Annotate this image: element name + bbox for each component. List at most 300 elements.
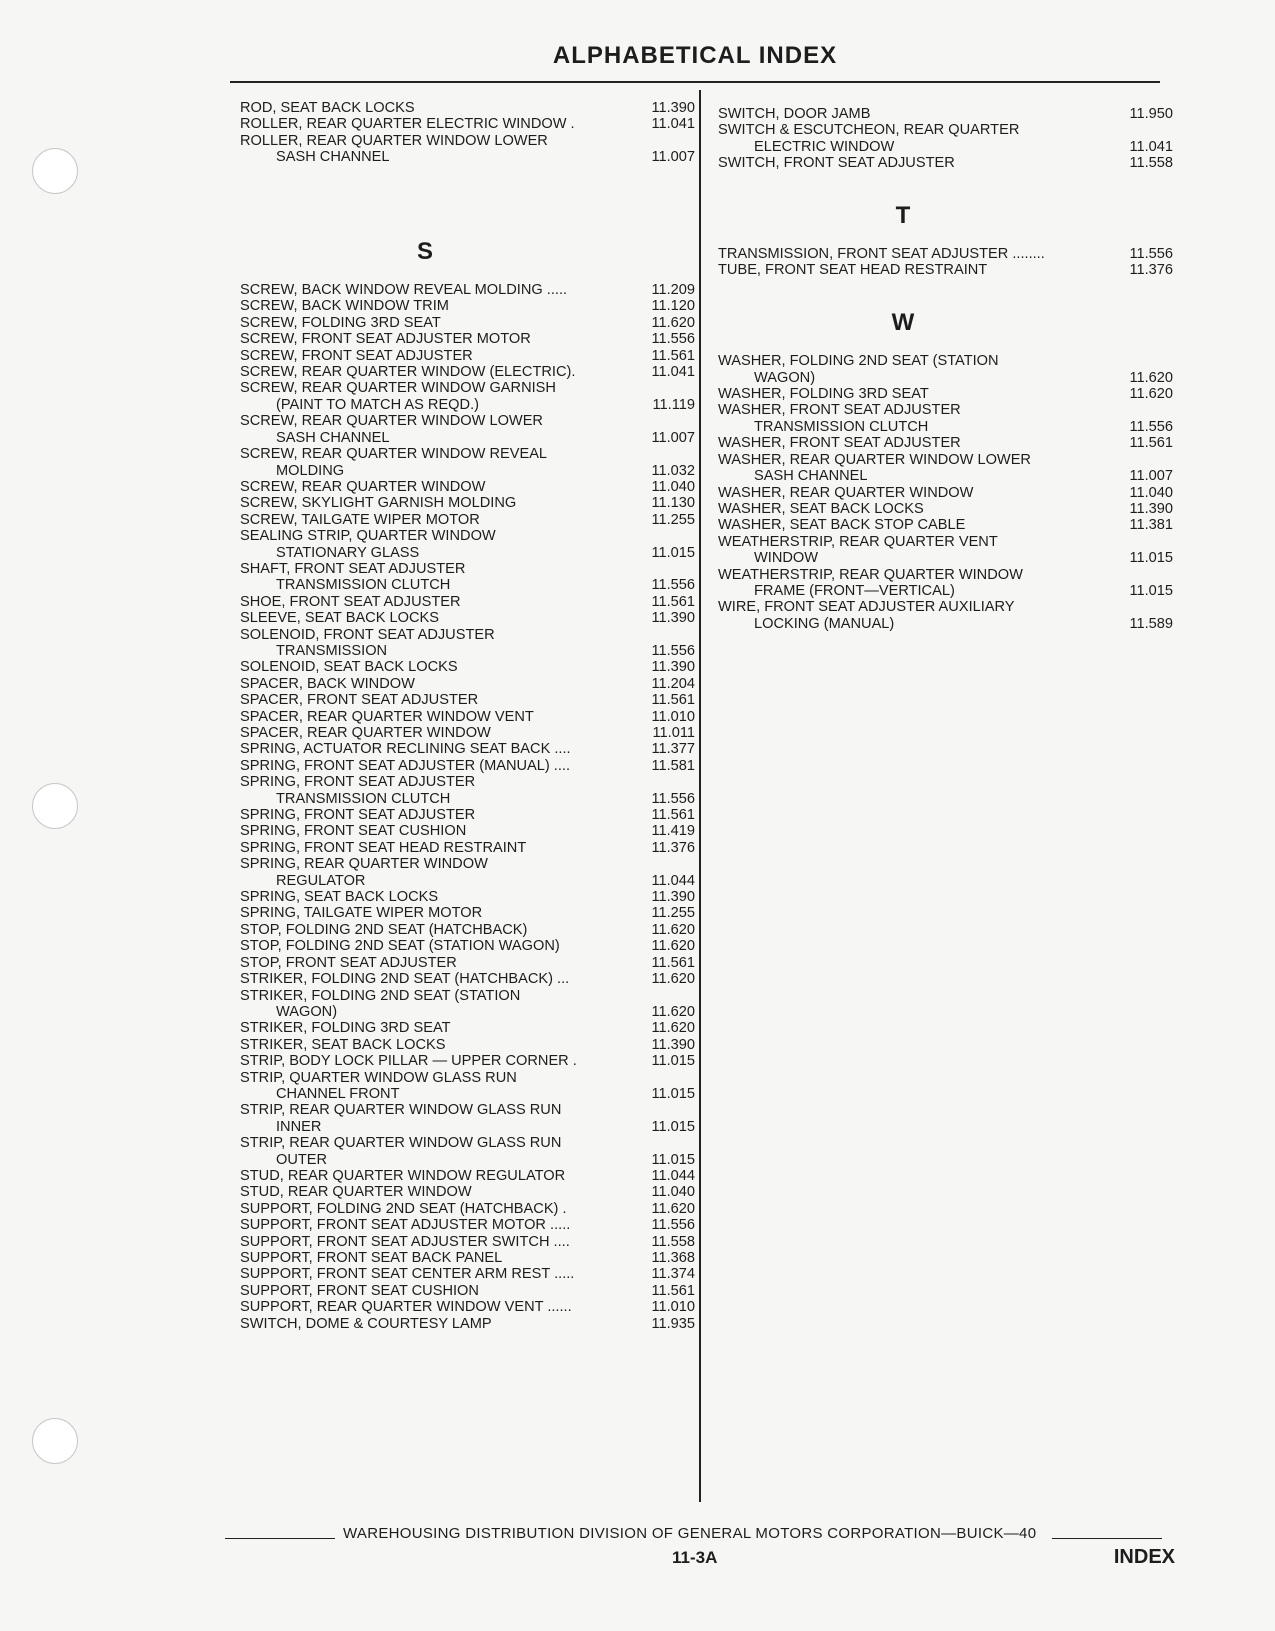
- entry-line: SUPPORT, FRONT SEAT ADJUSTER SWITCH ....: [240, 1233, 570, 1250]
- entry-description: [240, 446, 610, 479]
- entry-page-number: 11.120: [651, 298, 695, 315]
- entry-page-number: 11.015: [651, 544, 695, 561]
- entry-description: [240, 1283, 610, 1299]
- footer-rule-left: [225, 1538, 335, 1539]
- entry-line: SPRING, TAILGATE WIPER MOTOR: [240, 905, 483, 922]
- index-entry: [240, 512, 695, 528]
- index-entry: [240, 1316, 695, 1332]
- entry-page-number: 11.255: [651, 511, 695, 528]
- entry-line: ROLLER, REAR QUARTER WINDOW LOWER: [240, 132, 548, 149]
- entry-description: [240, 1102, 610, 1135]
- entry-line: SUPPORT, FRONT SEAT BACK PANEL: [240, 1250, 503, 1266]
- entry-line: INNER: [276, 1118, 322, 1135]
- index-entry: [240, 758, 695, 774]
- entry-page-number: 11.556: [651, 577, 695, 594]
- entry-description: [240, 741, 610, 757]
- entry-line: SUPPORT, FRONT SEAT CENTER ARM REST .....: [240, 1266, 575, 1283]
- binder-hole-middle: [32, 783, 78, 829]
- index-entry: [240, 938, 695, 954]
- binder-hole-bottom: [32, 1418, 78, 1464]
- index-entry: [240, 856, 695, 889]
- entry-line: SWITCH, FRONT SEAT ADJUSTER: [718, 155, 955, 172]
- entry-page-number: 11.368: [651, 1250, 695, 1266]
- index-entry: [240, 364, 695, 380]
- entry-line: WAGON): [276, 1003, 338, 1020]
- entry-line: SWITCH, DOME & COURTESY LAMP: [240, 1315, 492, 1332]
- entry-line: SOLENOID, SEAT BACK LOCKS: [240, 659, 458, 676]
- entry-page-number: 11.377: [651, 741, 695, 758]
- entry-line: SCREW, SKYLIGHT GARNISH MOLDING: [240, 495, 517, 512]
- entry-description: [240, 905, 610, 921]
- entry-description: [240, 479, 610, 495]
- entry-line: STRIP, REAR QUARTER WINDOW GLASS RUN: [240, 1135, 562, 1152]
- index-entry: [240, 116, 695, 132]
- index-entry: [240, 709, 695, 725]
- entry-line: WASHER, FOLDING 3RD SEAT: [718, 386, 929, 403]
- entry-line: SWITCH, DOOR JAMB: [718, 106, 871, 122]
- entry-page-number: 11.561: [651, 347, 695, 364]
- entry-description: [240, 774, 610, 807]
- index-entry: [240, 1266, 695, 1282]
- left-top-entries: [240, 100, 695, 166]
- entry-description: [240, 561, 610, 594]
- entry-description: [240, 364, 610, 380]
- entry-line: STRIKER, SEAT BACK LOCKS: [240, 1036, 446, 1053]
- entry-page-number: 11.044: [651, 872, 695, 889]
- entry-page-number: 11.040: [651, 1184, 695, 1201]
- entry-description: [240, 348, 610, 364]
- entry-page-number: 11.040: [1129, 484, 1173, 501]
- index-entry: [240, 1184, 695, 1200]
- entry-line: STATIONARY GLASS: [276, 544, 420, 561]
- entry-page-number: 11.589: [1129, 615, 1173, 632]
- entry-page-number: 11.374: [651, 1266, 695, 1283]
- entry-description: [240, 1201, 610, 1217]
- entry-description: [718, 435, 1088, 451]
- entry-line: SCREW, REAR QUARTER WINDOW: [240, 478, 486, 495]
- entry-description: [240, 955, 610, 971]
- entry-line: WASHER, SEAT BACK LOCKS: [718, 500, 924, 517]
- index-entry: [240, 1053, 695, 1069]
- index-entry: [718, 262, 1173, 278]
- entry-line: TRANSMISSION CLUTCH: [276, 577, 451, 594]
- entry-line: ROLLER, REAR QUARTER ELECTRIC WINDOW .: [240, 116, 575, 133]
- entry-page-number: 11.561: [651, 692, 695, 709]
- entry-line: SPRING, FRONT SEAT ADJUSTER: [240, 807, 476, 824]
- entry-description: [240, 659, 610, 675]
- entry-page-number: 11.015: [651, 1151, 695, 1168]
- entry-page-number: 11.581: [651, 757, 695, 774]
- index-entry: [240, 1201, 695, 1217]
- entry-description: [718, 402, 1088, 435]
- index-entry: [240, 282, 695, 298]
- entry-line: SUPPORT, FRONT SEAT ADJUSTER MOTOR .....: [240, 1217, 571, 1234]
- index-entry: [240, 1135, 695, 1168]
- entry-page-number: 11.620: [651, 1020, 695, 1037]
- entry-line: WASHER, FRONT SEAT ADJUSTER: [718, 402, 961, 419]
- entry-line: STRIP, REAR QUARTER WINDOW GLASS RUN: [240, 1102, 562, 1119]
- entry-description: [240, 1250, 610, 1266]
- entry-description: [240, 1217, 610, 1233]
- entry-page-number: 11.558: [651, 1233, 695, 1250]
- index-entry: [718, 122, 1173, 155]
- entry-description: [718, 246, 1088, 262]
- entry-line: SCREW, REAR QUARTER WINDOW GARNISH: [240, 380, 556, 397]
- entry-line: SCREW, REAR QUARTER WINDOW LOWER: [240, 413, 543, 430]
- entry-page-number: 11.556: [651, 790, 695, 807]
- index-entry: [240, 495, 695, 511]
- entry-description: [240, 1234, 610, 1250]
- entry-line: SASH CHANNEL: [276, 429, 390, 446]
- entry-description: [240, 692, 610, 708]
- entry-page-number: 11.010: [651, 708, 695, 725]
- right-column: [718, 106, 1173, 632]
- index-entry: [240, 331, 695, 347]
- entry-page-number: 11.620: [651, 1200, 695, 1217]
- entry-description: [240, 495, 610, 511]
- entry-page-number: 11.015: [1129, 582, 1173, 599]
- entry-page-number: 11.376: [651, 839, 695, 856]
- entry-description: [240, 938, 610, 954]
- entry-description: [240, 1184, 610, 1200]
- entry-description: [240, 971, 610, 987]
- entry-page-number: 11.390: [651, 610, 695, 627]
- index-entry: [240, 1102, 695, 1135]
- entry-description: [240, 1168, 610, 1184]
- title-rule: [230, 81, 1160, 83]
- entry-description: [718, 106, 1088, 122]
- entry-page-number: 11.376: [1129, 262, 1173, 279]
- entry-line: STRIKER, FOLDING 3RD SEAT: [240, 1020, 451, 1037]
- entry-line: SPRING, ACTUATOR RECLINING SEAT BACK ....: [240, 741, 571, 758]
- index-entry: [240, 971, 695, 987]
- entry-description: [240, 413, 610, 446]
- entry-page-number: 11.561: [651, 1282, 695, 1299]
- entry-page-number: 11.015: [651, 1053, 695, 1070]
- entry-description: [240, 856, 610, 889]
- entry-line: STRIKER, FOLDING 2ND SEAT (STATION: [240, 987, 521, 1004]
- index-entry: [240, 922, 695, 938]
- entry-line: STUD, REAR QUARTER WINDOW: [240, 1184, 472, 1201]
- entry-page-number: 11.044: [651, 1167, 695, 1184]
- index-entry: [718, 567, 1173, 600]
- entry-page-number: 11.620: [1129, 386, 1173, 403]
- entry-description: [240, 1037, 610, 1053]
- entry-line: WASHER, SEAT BACK STOP CABLE: [718, 517, 966, 534]
- index-entry: [240, 889, 695, 905]
- entry-page-number: 11.130: [651, 495, 695, 512]
- entry-page-number: 11.558: [1129, 155, 1173, 172]
- left-column: [240, 100, 695, 1332]
- index-entry: [240, 1168, 695, 1184]
- entry-description: [240, 1020, 610, 1036]
- entry-description: [718, 386, 1088, 402]
- entry-line: SCREW, REAR QUARTER WINDOW REVEAL: [240, 446, 548, 463]
- section-letter-t: T: [895, 201, 911, 229]
- entry-description: [240, 1135, 610, 1168]
- entry-description: [240, 133, 610, 166]
- entry-page-number: 11.390: [651, 1036, 695, 1053]
- index-entry: [240, 1299, 695, 1315]
- entry-page-number: 11.556: [651, 1217, 695, 1234]
- entry-page-number: 11.390: [651, 100, 695, 116]
- index-entry: [240, 676, 695, 692]
- entry-description: [240, 988, 610, 1021]
- index-entry: [718, 534, 1173, 567]
- entry-description: [240, 610, 610, 626]
- entry-line: SPRING, FRONT SEAT ADJUSTER (MANUAL) ....: [240, 757, 571, 774]
- entry-page-number: 11.041: [651, 364, 695, 381]
- entry-line: WASHER, REAR QUARTER WINDOW: [718, 484, 974, 501]
- index-entry: [240, 1283, 695, 1299]
- entry-description: [718, 599, 1088, 632]
- page-title: ALPHABETICAL INDEX: [552, 42, 838, 69]
- entry-line: SPRING, REAR QUARTER WINDOW: [240, 856, 488, 873]
- entry-page-number: 11.040: [651, 478, 695, 495]
- entry-description: [240, 528, 610, 561]
- index-entry: [240, 659, 695, 675]
- entry-description: [718, 567, 1088, 600]
- entry-description: [240, 1299, 610, 1315]
- entry-description: [718, 122, 1088, 155]
- binder-hole-top: [32, 148, 78, 194]
- entry-description: [240, 1266, 610, 1282]
- entry-line: SPRING, SEAT BACK LOCKS: [240, 889, 439, 906]
- entry-page-number: 11.011: [652, 725, 695, 741]
- entry-line: STUD, REAR QUARTER WINDOW REGULATOR: [240, 1167, 566, 1184]
- entry-page-number: 11.041: [1129, 138, 1173, 155]
- entry-line: ROD, SEAT BACK LOCKS: [240, 100, 415, 116]
- entry-line: WASHER, FRONT SEAT ADJUSTER: [718, 435, 961, 452]
- entry-line: SPRING, FRONT SEAT CUSHION: [240, 823, 467, 840]
- entry-line: SPACER, FRONT SEAT ADJUSTER: [240, 692, 479, 709]
- index-entry: [240, 1020, 695, 1036]
- t-entries: [718, 246, 1173, 279]
- index-entry: [240, 348, 695, 364]
- entry-line: WIRE, FRONT SEAT ADJUSTER AUXILIARY: [718, 599, 1015, 616]
- footer-text: WAREHOUSING DISTRIBUTION DIVISION OF GENERAL MOTORS CORPORATION—BUICK—40: [343, 1525, 1037, 1542]
- index-entry: [240, 561, 695, 594]
- entry-line: STOP, FOLDING 2ND SEAT (HATCHBACK): [240, 921, 528, 938]
- entry-page-number: 11.620: [651, 938, 695, 955]
- entry-page-number: 11.620: [651, 971, 695, 988]
- entry-line: LOCKING (MANUAL): [754, 615, 895, 632]
- index-entry: [718, 246, 1173, 262]
- index-entry: [718, 501, 1173, 517]
- entry-page-number: 11.010: [651, 1299, 695, 1316]
- entry-page-number: 11.561: [651, 593, 695, 610]
- entry-line: MOLDING: [276, 462, 345, 479]
- entry-page-number: 11.007: [651, 149, 695, 166]
- entry-page-number: 11.015: [651, 1118, 695, 1135]
- index-entry: [240, 692, 695, 708]
- entry-line: TRANSMISSION CLUTCH: [276, 790, 451, 807]
- entry-line: ELECTRIC WINDOW: [754, 138, 895, 155]
- index-entry: [718, 402, 1173, 435]
- entry-page-number: 11.556: [1129, 246, 1173, 263]
- entry-description: [240, 298, 610, 314]
- entry-line: SCREW, TAILGATE WIPER MOTOR: [240, 511, 480, 528]
- index-entry: [240, 774, 695, 807]
- index-entry: [240, 1250, 695, 1266]
- index-entry: [240, 479, 695, 495]
- entry-line: WEATHERSTRIP, REAR QUARTER WINDOW: [718, 566, 1023, 583]
- index-entry: [240, 610, 695, 626]
- index-entry: [240, 1037, 695, 1053]
- s-entries: [240, 282, 695, 1332]
- entry-page-number: 11.007: [651, 429, 695, 446]
- index-entry: [240, 840, 695, 856]
- entry-page-number: 11.007: [1129, 468, 1173, 485]
- entry-page-number: 11.620: [1129, 369, 1173, 386]
- index-entry: [240, 741, 695, 757]
- entry-description: [240, 100, 610, 116]
- entry-description: [718, 534, 1088, 567]
- index-entry: [240, 413, 695, 446]
- entry-description: [718, 262, 1088, 278]
- index-entry: [718, 386, 1173, 402]
- entry-line: SCREW, BACK WINDOW TRIM: [240, 298, 449, 315]
- index-entry: [240, 528, 695, 561]
- index-entry: [718, 435, 1173, 451]
- entry-line: SCREW, FRONT SEAT ADJUSTER: [240, 347, 473, 364]
- entry-page-number: 11.620: [651, 314, 695, 331]
- entry-page-number: 11.255: [651, 905, 695, 922]
- entry-line: SUPPORT, REAR QUARTER WINDOW VENT ......: [240, 1299, 572, 1316]
- entry-line: SCREW, FRONT SEAT ADJUSTER MOTOR: [240, 331, 531, 348]
- entry-description: [718, 501, 1088, 517]
- entry-line: SLEEVE, SEAT BACK LOCKS: [240, 610, 439, 627]
- index-entry: [240, 725, 695, 741]
- entry-description: [240, 315, 610, 331]
- entry-description: [240, 922, 610, 938]
- entry-line: SPACER, REAR QUARTER WINDOW: [240, 725, 491, 741]
- entry-page-number: 11.950: [1129, 106, 1173, 122]
- entry-description: [240, 823, 610, 839]
- entry-description: [240, 282, 610, 298]
- entry-line: SPRING, FRONT SEAT ADJUSTER: [240, 774, 476, 791]
- entry-line: SASH CHANNEL: [754, 468, 868, 485]
- index-entry: [240, 298, 695, 314]
- index-entry: [718, 452, 1173, 485]
- entry-description: [718, 517, 1088, 533]
- index-entry: [240, 446, 695, 479]
- entry-page-number: 11.015: [1129, 550, 1173, 567]
- entry-page-number: 11.015: [651, 1085, 695, 1102]
- index-entry: [240, 1234, 695, 1250]
- entry-line: SUPPORT, FOLDING 2ND SEAT (HATCHBACK) .: [240, 1200, 567, 1217]
- index-entry: [240, 807, 695, 823]
- entry-page-number: 11.556: [651, 331, 695, 348]
- index-entry: [718, 485, 1173, 501]
- index-entry: [718, 353, 1173, 386]
- entry-line: SHAFT, FRONT SEAT ADJUSTER: [240, 560, 466, 577]
- right-top-entries: [718, 106, 1173, 172]
- entry-line: REGULATOR: [276, 872, 366, 889]
- entry-line: TUBE, FRONT SEAT HEAD RESTRAINT: [718, 262, 988, 279]
- entry-line: STRIP, QUARTER WINDOW GLASS RUN: [240, 1069, 517, 1086]
- entry-description: [718, 485, 1088, 501]
- index-entry: [240, 1070, 695, 1103]
- entry-description: [718, 155, 1088, 171]
- entry-line: SCREW, REAR QUARTER WINDOW (ELECTRIC).: [240, 364, 576, 381]
- entry-line: SPACER, BACK WINDOW: [240, 675, 415, 692]
- entry-description: [718, 353, 1088, 386]
- entry-page-number: 11.561: [651, 954, 695, 971]
- entry-line: TRANSMISSION: [276, 642, 388, 659]
- index-entry: [240, 905, 695, 921]
- entry-description: [240, 676, 610, 692]
- entry-line: SWITCH & ESCUTCHEON, REAR QUARTER: [718, 122, 1020, 139]
- entry-description: [240, 725, 610, 741]
- index-entry: [718, 599, 1173, 632]
- w-entries: [718, 353, 1173, 632]
- entry-page-number: 11.390: [1129, 500, 1173, 517]
- entry-page-number: 11.041: [651, 116, 695, 133]
- entry-description: [240, 807, 610, 823]
- entry-description: [240, 331, 610, 347]
- section-letter-w: W: [891, 308, 915, 336]
- entry-page-number: 11.935: [651, 1315, 695, 1332]
- entry-description: [240, 709, 610, 725]
- entry-page-number: 11.390: [651, 889, 695, 906]
- index-entry: [240, 1217, 695, 1233]
- entry-description: [240, 1070, 610, 1103]
- entry-line: CHANNEL FRONT: [276, 1085, 400, 1102]
- entry-line: TRANSMISSION, FRONT SEAT ADJUSTER ........: [718, 246, 1045, 263]
- entry-line: OUTER: [276, 1151, 328, 1168]
- entry-page-number: 11.390: [651, 659, 695, 676]
- entry-description: [240, 840, 610, 856]
- section-label: INDEX: [1113, 1546, 1175, 1568]
- entry-line: SHOE, FRONT SEAT ADJUSTER: [240, 593, 461, 610]
- index-entry: [240, 133, 695, 166]
- index-entry: [240, 100, 695, 116]
- entry-line: SASH CHANNEL: [276, 149, 390, 166]
- entry-description: [240, 1053, 610, 1069]
- entry-description: [240, 889, 610, 905]
- entry-page-number: 11.204: [651, 675, 695, 692]
- entry-page-number: 11.119: [652, 396, 695, 413]
- entry-page-number: 11.561: [1129, 435, 1173, 452]
- entry-line: SOLENOID, FRONT SEAT ADJUSTER: [240, 626, 495, 643]
- entry-description: [240, 1316, 610, 1332]
- index-entry: [718, 517, 1173, 533]
- page-number: 11-3A: [672, 1548, 718, 1567]
- entry-page-number: 11.556: [651, 642, 695, 659]
- entry-page-number: 11.419: [651, 823, 695, 840]
- entry-description: [240, 627, 610, 660]
- entry-line: STRIP, BODY LOCK PILLAR — UPPER CORNER .: [240, 1053, 577, 1070]
- index-entry: [240, 315, 695, 331]
- entry-page-number: 11.032: [651, 462, 695, 479]
- entry-line: STOP, FRONT SEAT ADJUSTER: [240, 954, 457, 971]
- entry-description: [718, 452, 1088, 485]
- entry-page-number: 11.556: [1129, 418, 1173, 435]
- entry-page-number: 11.381: [1129, 517, 1173, 534]
- index-entry: [240, 627, 695, 660]
- entry-line: SCREW, FOLDING 3RD SEAT: [240, 314, 441, 331]
- entry-line: SCREW, BACK WINDOW REVEAL MOLDING .....: [240, 282, 568, 299]
- entry-page-number: 11.620: [651, 921, 695, 938]
- entry-description: [240, 116, 610, 132]
- entry-line: STOP, FOLDING 2ND SEAT (STATION WAGON): [240, 938, 560, 955]
- entry-page-number: 11.620: [651, 1003, 695, 1020]
- entry-line: TRANSMISSION CLUTCH: [754, 418, 929, 435]
- index-entry: [240, 594, 695, 610]
- entry-line: (PAINT TO MATCH AS REQD.): [276, 396, 479, 413]
- entry-line: WASHER, REAR QUARTER WINDOW LOWER: [718, 451, 1031, 468]
